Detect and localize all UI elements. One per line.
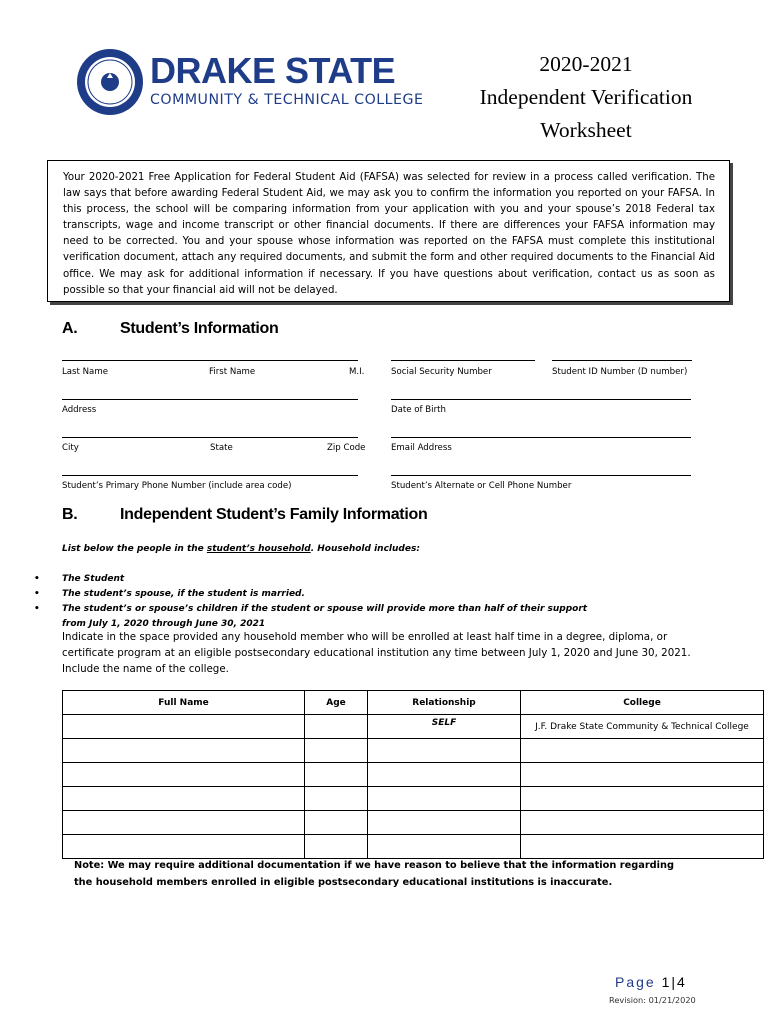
brand <box>150 52 423 108</box>
relationship-cell[interactable] <box>368 787 521 811</box>
last-name-label: Last Name <box>62 367 108 377</box>
state-label: State <box>210 443 233 453</box>
full-name-cell[interactable] <box>63 715 305 739</box>
brand-name: DRAKE STATE <box>150 50 396 91</box>
age-cell[interactable] <box>305 763 368 787</box>
primary-phone-line[interactable] <box>62 475 358 476</box>
college-cell[interactable] <box>521 835 764 859</box>
bullet-icon: • <box>34 574 40 584</box>
bullet-icon: • <box>34 604 40 614</box>
college-seal-logo <box>75 44 145 120</box>
full-name-cell[interactable] <box>63 811 305 835</box>
city-label: City <box>62 443 79 453</box>
mi-label: M.I. <box>349 367 365 377</box>
dob-line[interactable] <box>391 399 691 400</box>
section-b-letter: B. <box>62 506 78 523</box>
dob-label: Date of Birth <box>391 405 446 415</box>
intro-box: Your 2020-2021 Free Application for Federal Student Aid (FAFSA) was selected for review in a process called verification. The law says that before awarding Federal Student Aid, we may ask you to confirm the information you reported on your FAFSA. In this process, the school will be comparing information from your application with you and your spouse’s 2018 Federal tax transcripts, wage and income transcript or other financial documents. If there are differences your FAFSA information may need to be corrected. You and your spouse whose information was reported on the FAFSA must complete this institutional verification document, attach any required documents, and submit the form and other required documents to the Financial Aid office. We may ask for additional information if necessary. If you have questions about verification, contact us as soon as possible so that your financial aid will not be delayed. <box>47 160 730 302</box>
email-line[interactable] <box>391 437 691 438</box>
title-line2: Independent Verification <box>479 85 693 109</box>
indicate-instructions: Indicate in the space provided any household member who will be enrolled at least half time in a degree, diploma, or certificate program at an eligible postsecondary educational institution any time between July 1, 2020 and June 30, 2021. Include the name of the college. <box>62 631 691 675</box>
age-cell[interactable] <box>305 739 368 763</box>
age-cell[interactable] <box>305 811 368 835</box>
student-id-line[interactable] <box>552 360 692 361</box>
documentation-note: Note: We may require additional documentation if we have reason to believe that the information regarding the household members enrolled in eligible postsecondary educational institutions is inaccurate. <box>74 860 675 888</box>
age-cell[interactable] <box>305 835 368 859</box>
table-header-row <box>63 691 764 715</box>
primary-phone-label: Student’s Primary Phone Number (include area code) <box>62 481 292 491</box>
brand-subtitle: COMMUNITY & TECHNICAL COLLEGE <box>150 92 424 108</box>
page-number <box>615 974 687 990</box>
address-line[interactable] <box>62 399 358 400</box>
bullet-text: The student’s or spouse’s children if the student or spouse will provide more than half of their support <box>62 604 588 614</box>
household-table <box>62 690 764 859</box>
relationship-cell[interactable] <box>368 811 521 835</box>
table-row <box>63 715 764 739</box>
college-cell[interactable]: J.F. Drake State Community & Technical College <box>521 715 764 739</box>
college-cell[interactable] <box>521 763 764 787</box>
name-line[interactable] <box>62 360 358 361</box>
list-item <box>34 602 587 617</box>
college-cell[interactable] <box>521 811 764 835</box>
city-state-zip-line[interactable] <box>62 437 358 438</box>
relationship-cell[interactable] <box>368 739 521 763</box>
list-intro-text-end: . Household includes: <box>310 544 420 554</box>
household-link-text: student’s household <box>206 544 311 554</box>
full-name-cell[interactable] <box>63 739 305 763</box>
table-row <box>63 763 764 787</box>
page-current: 1 <box>661 974 672 990</box>
title-year: 2020-2021 <box>539 52 633 76</box>
bullet-continuation: from July 1, 2020 through June 30, 2021 <box>62 619 266 629</box>
table-row <box>63 787 764 811</box>
full-name-cell[interactable] <box>63 763 305 787</box>
header-full-name: Full Name <box>63 691 305 715</box>
header-age: Age <box>305 691 368 715</box>
page-word: Page <box>615 974 656 990</box>
section-b-title: Independent Student’s Family Information <box>120 506 428 523</box>
header-college: College <box>521 691 764 715</box>
college-cell[interactable] <box>521 787 764 811</box>
section-a-letter: A. <box>62 320 78 337</box>
household-bullets <box>34 572 587 632</box>
email-label: Email Address <box>391 443 452 453</box>
ssn-label: Social Security Number <box>391 367 492 377</box>
header-relationship: Relationship <box>368 691 521 715</box>
list-item <box>34 572 587 587</box>
relationship-cell[interactable] <box>368 835 521 859</box>
full-name-cell[interactable] <box>63 835 305 859</box>
alt-phone-label: Student’s Alternate or Cell Phone Number <box>391 481 572 491</box>
address-label: Address <box>62 405 97 415</box>
page-separator: | <box>671 974 678 990</box>
revision-date: Revision: 01/21/2020 <box>609 995 696 1005</box>
relationship-cell[interactable]: SELF <box>368 715 521 739</box>
bullet-icon: • <box>34 589 40 599</box>
table-row <box>63 835 764 859</box>
table-row <box>63 811 764 835</box>
student-id-label: Student ID Number (D number) <box>552 367 688 377</box>
bullet-text: The student’s spouse, if the student is married. <box>62 589 305 599</box>
table-row <box>63 739 764 763</box>
list-item <box>34 587 587 602</box>
household-list-intro <box>62 544 420 554</box>
title-line3: Worksheet <box>540 118 632 142</box>
page-total: 4 <box>677 974 687 990</box>
age-cell[interactable] <box>305 787 368 811</box>
relationship-cell[interactable] <box>368 763 521 787</box>
document-title <box>458 48 714 147</box>
college-cell[interactable] <box>521 739 764 763</box>
ssn-line[interactable] <box>391 360 535 361</box>
age-cell[interactable] <box>305 715 368 739</box>
list-intro-text: List below the people in the <box>62 544 207 554</box>
section-a-title: Student’s Information <box>120 320 279 337</box>
full-name-cell[interactable] <box>63 787 305 811</box>
bullet-text: The Student <box>62 574 125 584</box>
zip-label: Zip Code <box>327 443 366 453</box>
alt-phone-line[interactable] <box>391 475 691 476</box>
first-name-label: First Name <box>209 367 256 377</box>
